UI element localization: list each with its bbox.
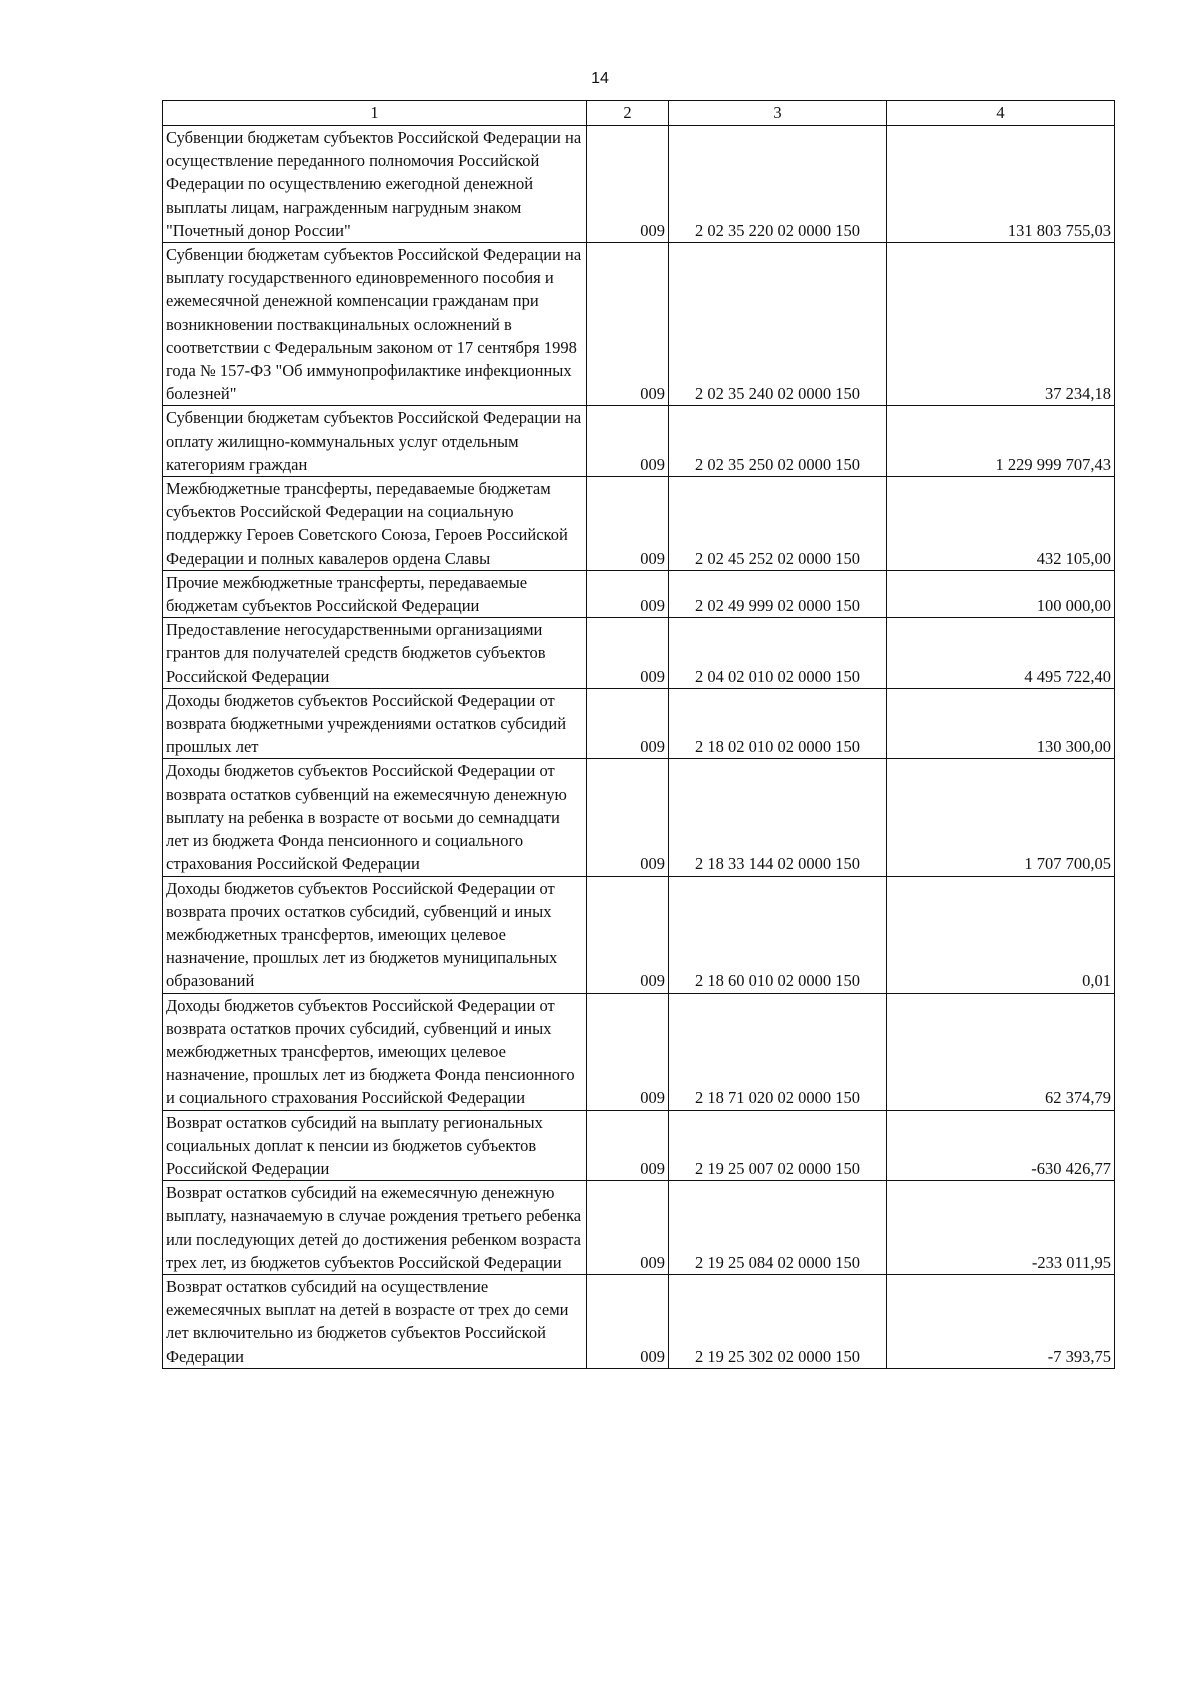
row-name: Субвенции бюджетам субъектов Российской Федерации на оплату жилищно-коммунальных услуг отдельным категориям граждан [163,406,587,477]
row-admin-code: 009 [587,406,669,477]
revenue-table [162,100,1115,1369]
row-name: Доходы бюджетов субъектов Российской Федерации от возврата остатков прочих субсидий, субвенций и иных межбюджетных трансфертов, имеющих целевое назначение, прошлых лет из бюджета Фонда пенсионного и социального страхования Российской Федерации [163,993,587,1110]
row-budget-code: 2 18 60 010 02 0000 150 [669,876,887,993]
row-name: Доходы бюджетов субъектов Российской Федерации от возврата прочих остатков субсидий, субвенций и иных межбюджетных трансфертов, имеющих целевое назначение, прошлых лет из бюджетов муниципальных образований [163,876,587,993]
table-row [163,1274,1115,1368]
row-budget-code: 2 19 25 302 02 0000 150 [669,1274,887,1368]
header-col-3: 3 [669,101,887,126]
table-row [163,759,1115,876]
row-sum: 131 803 755,03 [887,126,1115,243]
row-sum: 37 234,18 [887,243,1115,406]
row-sum: 100 000,00 [887,570,1115,617]
row-budget-code: 2 04 02 010 02 0000 150 [669,618,887,689]
table-header-row [163,101,1115,126]
row-name: Возврат остатков субсидий на осуществление ежемесячных выплат на детей в возрасте от трех до семи лет включительно из бюджетов субъектов Российской Федерации [163,1274,587,1368]
row-admin-code: 009 [587,618,669,689]
table-row [163,993,1115,1110]
row-sum: 62 374,79 [887,993,1115,1110]
header-col-1: 1 [163,101,587,126]
row-budget-code: 2 19 25 084 02 0000 150 [669,1181,887,1275]
table-row [163,477,1115,571]
row-sum: 1 229 999 707,43 [887,406,1115,477]
row-sum: 130 300,00 [887,688,1115,759]
row-admin-code: 009 [587,688,669,759]
row-budget-code: 2 02 49 999 02 0000 150 [669,570,887,617]
row-budget-code: 2 19 25 007 02 0000 150 [669,1110,887,1181]
page-number: 14 [591,70,609,87]
row-name: Предоставление негосударственными организациями грантов для получателей средств бюджетов субъектов Российской Федерации [163,618,587,689]
row-name: Возврат остатков субсидий на ежемесячную денежную выплату, назначаемую в случае рождения третьего ребенка или последующих детей до достижения ребенком возраста трех лет, из бюджетов субъектов Российской Федерации [163,1181,587,1275]
row-sum: -630 426,77 [887,1110,1115,1181]
table-row [163,570,1115,617]
row-admin-code: 009 [587,126,669,243]
table-row [163,1181,1115,1275]
row-admin-code: 009 [587,570,669,617]
row-admin-code: 009 [587,1181,669,1275]
row-admin-code: 009 [587,759,669,876]
row-name: Субвенции бюджетам субъектов Российской Федерации на осуществление переданного полномочия Российской Федерации по осуществлению ежегодной денежной выплаты лицам, награжденным нагрудным знаком "Почетный донор России" [163,126,587,243]
row-budget-code: 2 02 35 250 02 0000 150 [669,406,887,477]
row-name: Субвенции бюджетам субъектов Российской Федерации на выплату государственного единовременного пособия и ежемесячной денежной компенсации гражданам при возникновении поствакцинальных осложнений в соответствии с Федеральным законом от 17 сентября 1998 года № 157-ФЗ "Об иммунопрофилактике инфекционных болезней" [163,243,587,406]
row-budget-code: 2 02 35 240 02 0000 150 [669,243,887,406]
row-budget-code: 2 02 45 252 02 0000 150 [669,477,887,571]
table-row [163,126,1115,243]
row-sum: 0,01 [887,876,1115,993]
row-name: Прочие межбюджетные трансферты, передаваемые бюджетам субъектов Российской Федерации [163,570,587,617]
row-name: Межбюджетные трансферты, передаваемые бюджетам субъектов Российской Федерации на социальную поддержку Героев Советского Союза, Героев Российской Федерации и полных кавалеров ордена Славы [163,477,587,571]
row-budget-code: 2 18 02 010 02 0000 150 [669,688,887,759]
table-row [163,406,1115,477]
row-budget-code: 2 18 33 144 02 0000 150 [669,759,887,876]
row-admin-code: 009 [587,1274,669,1368]
table-row [163,243,1115,406]
row-admin-code: 009 [587,1110,669,1181]
row-sum: 4 495 722,40 [887,618,1115,689]
row-admin-code: 009 [587,477,669,571]
row-name: Доходы бюджетов субъектов Российской Федерации от возврата бюджетными учреждениями остатков субсидий прошлых лет [163,688,587,759]
row-admin-code: 009 [587,243,669,406]
table-row [163,688,1115,759]
row-sum: -7 393,75 [887,1274,1115,1368]
header-col-4: 4 [887,101,1115,126]
header-col-2: 2 [587,101,669,126]
row-budget-code: 2 02 35 220 02 0000 150 [669,126,887,243]
row-name: Доходы бюджетов субъектов Российской Федерации от возврата остатков субвенций на ежемесячную денежную выплату на ребенка в возрасте от восьми до семнадцати лет из бюджета Фонда пенсионного и социального страхования Российской Федерации [163,759,587,876]
row-sum: 432 105,00 [887,477,1115,571]
row-budget-code: 2 18 71 020 02 0000 150 [669,993,887,1110]
row-admin-code: 009 [587,876,669,993]
table-row [163,618,1115,689]
row-sum: 1 707 700,05 [887,759,1115,876]
row-name: Возврат остатков субсидий на выплату региональных социальных доплат к пенсии из бюджетов субъектов Российской Федерации [163,1110,587,1181]
row-admin-code: 009 [587,993,669,1110]
row-sum: -233 011,95 [887,1181,1115,1275]
table-row [163,876,1115,993]
table-row [163,1110,1115,1181]
